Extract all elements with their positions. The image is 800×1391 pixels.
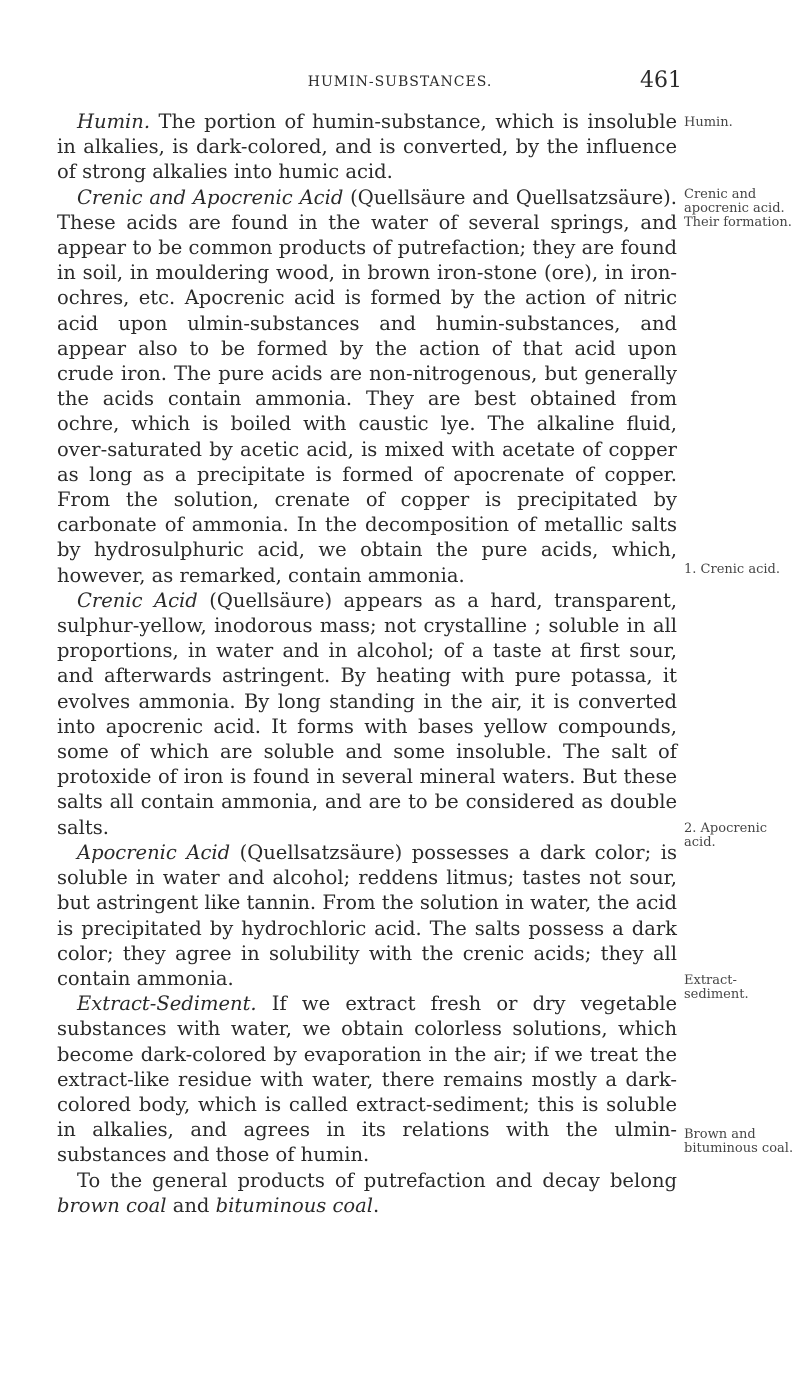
margin-note-brown-coal: Brown and bituminous coal. [684, 1127, 794, 1156]
text-coal-after: . [373, 1193, 380, 1217]
margin-note-humin: Humin. [684, 115, 733, 130]
paragraph-crenic-acid [57, 588, 677, 840]
paragraph-coal [57, 1168, 677, 1218]
lead-crenic-acid: Crenic Acid [77, 588, 198, 612]
paragraph-humin [57, 109, 677, 185]
lead-crenic-apocrenic: Crenic and Apocrenic Acid [77, 185, 344, 209]
text-coal-before: To the general products of putrefaction and decay belong [77, 1168, 677, 1192]
margin-note-crenic-acid: 1. Crenic acid. [684, 562, 780, 577]
text-crenic-acid: (Quellsäure) appears as a hard, transparent, sulphur-yellow, inodorous mass; not crystalline ; soluble in all proportions, in water and in alcohol; of a taste at first sour, and afterwards astringent. By heating with pure potassa, it evolves ammonia. By long standing in the air, it is converted into apocrenic acid. It forms with bases yellow compounds, some of which are soluble and some insoluble. The salt of protoxide of iron is found in several mineral waters. But these salts all contain ammonia, and are to be considered as double salts. [57, 588, 678, 839]
page-number: 461 [640, 68, 682, 93]
margin-note-extract-sediment: Extract-sediment. [684, 973, 749, 1002]
paragraph-extract-sediment [57, 991, 677, 1167]
text-humin: The portion of humin-substance, which is insoluble in alkalies, is dark-colored, and is converted, by the influence of strong alkalies into humic acid. [57, 110, 677, 184]
body-text [57, 109, 677, 1218]
text-apocrenic-acid: (Quellsatzsäure) possesses a dark color; is soluble in water and alcohol; reddens litmus; tastes not sour, but astringent like tannin. From the solution in water, the acid is precipitated by hydrochloric acid. The salts possess a dark color; they agree in solubility with the crenic acids; they all contain ammonia. [57, 840, 677, 990]
paragraph-crenic-apocrenic [57, 185, 677, 588]
term-bituminous-coal: bituminous coal [215, 1193, 374, 1217]
text-crenic-apocrenic: (Quellsäure and Quellsatzsäure). These acids are found in the water of several springs, and appear to be common products of putrefaction; they are found in soil, in mouldering wood, in brown iron-stone (ore), in iron-ochres, etc. Apocrenic acid is formed by the action of nitric acid upon ulmin-substances and humin-substances, and appear also to be formed by the action of that acid upon crude iron. The pure acids are non-nitrogenous, but generally the acids contain ammonia. They are best obtained from ochre, which is boiled with caustic lye. The alkaline fluid, over-saturated by acetic acid, is mixed with acetate of copper as long as a precipitate is formed of apocrenate of copper. From the solution, crenate of copper is precipitated by carbonate of ammonia. In the decomposition of metallic salts by hydrosulphuric acid, we obtain the pure acids, which, however, as remarked, contain ammonia. [57, 185, 677, 587]
running-head: HUMIN-SUBSTANCES. [307, 74, 493, 90]
paragraph-apocrenic-acid [57, 840, 677, 991]
text-extract-sediment: If we extract fresh or dry vegetable substances with water, we obtain colorless solutions, which become dark-colored by evaporation in the air; if we treat the extract-like residue with water, there remains mostly a dark-colored body, which is called extract-sediment; this is soluble in alkalies, and agrees in its relations with the ulmin-substances and those of humin. [57, 992, 677, 1167]
text-coal-middle: and [166, 1193, 216, 1217]
lead-humin: Humin. [77, 110, 151, 133]
lead-extract-sediment: Extract-Sediment. [77, 992, 257, 1016]
term-brown-coal: brown coal [57, 1193, 167, 1217]
margin-note-crenic-apocrenic: Crenic and apocrenic acid. Their formation. [684, 187, 792, 230]
lead-apocrenic-acid: Apocrenic Acid [77, 840, 231, 864]
margin-note-apocrenic-acid: 2. Apocrenic acid. [684, 821, 768, 850]
